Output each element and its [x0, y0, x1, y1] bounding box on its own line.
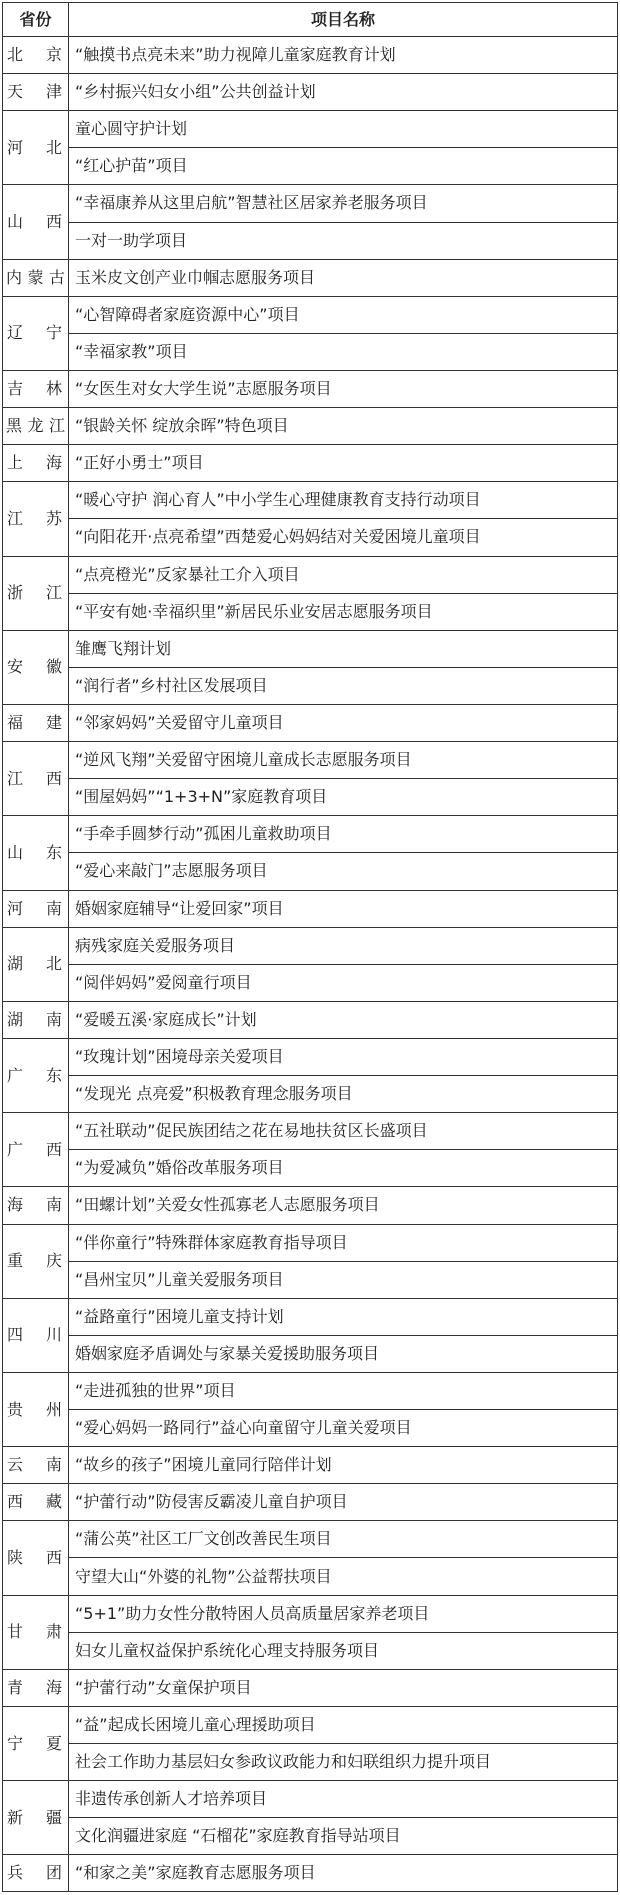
project-name-cell: “幸福康养从这里启航”智慧社区居家养老服务项目: [69, 185, 618, 222]
table-row: [3, 74, 618, 111]
province-cell: 四 川: [3, 1298, 69, 1372]
project-name-cell: “邻家妈妈”关爱留守儿童项目: [69, 704, 618, 741]
project-name-cell: “故乡的孩子”困境儿童同行陪伴计划: [69, 1447, 618, 1484]
province-cell: 兵 团: [3, 1855, 69, 1892]
province-column-header: 省份: [3, 3, 69, 37]
table-row: [3, 890, 618, 927]
table-row: [3, 1632, 618, 1669]
project-name-cell: “银龄关怀 绽放余晖”特色项目: [69, 408, 618, 445]
project-name-cell: 童心圆守护计划: [69, 111, 618, 148]
table-row: [3, 964, 618, 1001]
project-name-cell: “走进孤独的世界”项目: [69, 1372, 618, 1409]
table-body: [3, 37, 618, 1892]
province-cell: 浙 江: [3, 556, 69, 630]
table-header-row: [3, 3, 618, 37]
project-name-cell: 病残家庭关爱服务项目: [69, 927, 618, 964]
project-name-cell: “女医生对女大学生说”志愿服务项目: [69, 370, 618, 407]
table-row: [3, 1818, 618, 1855]
province-cell: 江 西: [3, 742, 69, 816]
table-row: [3, 1781, 618, 1818]
province-cell: 陕 西: [3, 1521, 69, 1595]
table-row: [3, 259, 618, 296]
project-name-cell: 非遗传承创新人才培养项目: [69, 1781, 618, 1818]
table-row: [3, 1298, 618, 1335]
project-name-cell: “手牵手圆梦行动”孤困儿童救助项目: [69, 816, 618, 853]
project-name-cell: “田螺计划”关爱女性孤寡老人志愿服务项目: [69, 1187, 618, 1224]
table-row: [3, 1744, 618, 1781]
table-row: [3, 1595, 618, 1632]
table-row: [3, 519, 618, 556]
table-row: [3, 1447, 618, 1484]
province-cell: 福 建: [3, 704, 69, 741]
province-cell: 青 海: [3, 1669, 69, 1706]
table-row: [3, 1261, 618, 1298]
project-name-cell: “为爱减负”婚俗改革服务项目: [69, 1150, 618, 1187]
province-cell: 河 北: [3, 111, 69, 185]
table-row: [3, 1038, 618, 1075]
project-name-cell: “益”起成长困境儿童心理援助项目: [69, 1706, 618, 1743]
table-row: [3, 370, 618, 407]
project-name-cell: “爱心来敲门”志愿服务项目: [69, 853, 618, 890]
project-name-cell: “爱暖五溪·家庭成长”计划: [69, 1001, 618, 1038]
province-cell: 西 藏: [3, 1484, 69, 1521]
table-row: [3, 556, 618, 593]
province-cell: 湖 南: [3, 1001, 69, 1038]
project-name-cell: 妇女儿童权益保护系统化心理支持服务项目: [69, 1632, 618, 1669]
project-name-cell: “围屋妈妈”“1+3+N”家庭教育项目: [69, 779, 618, 816]
project-name-cell: 婚姻家庭辅导“让爱回家”项目: [69, 890, 618, 927]
table-row: [3, 667, 618, 704]
table-row: [3, 1150, 618, 1187]
project-name-cell: “红心护苗”项目: [69, 148, 618, 185]
table-row: [3, 37, 618, 74]
table-row: [3, 1001, 618, 1038]
table-row: [3, 1558, 618, 1595]
province-cell: 上 海: [3, 445, 69, 482]
table-row: [3, 816, 618, 853]
province-cell: 内 蒙 古: [3, 259, 69, 296]
province-cell: 天 津: [3, 74, 69, 111]
project-name-cell: “玫瑰计划”困境母亲关爱项目: [69, 1038, 618, 1075]
table-row: [3, 1224, 618, 1261]
province-cell: 海 南: [3, 1187, 69, 1224]
table-row: [3, 630, 618, 667]
table-row: [3, 742, 618, 779]
project-name-cell: “点亮橙光”反家暴社工介入项目: [69, 556, 618, 593]
province-cell: 湖 北: [3, 927, 69, 1001]
province-cell: 河 南: [3, 890, 69, 927]
project-name-cell: “触摸书点亮未来”助力视障儿童家庭教育计划: [69, 37, 618, 74]
project-name-cell: “护蕾行动”女童保护项目: [69, 1669, 618, 1706]
project-name-cell: 社会工作助力基层妇女参政议政能力和妇联组织力提升项目: [69, 1744, 618, 1781]
table-row: [3, 1187, 618, 1224]
project-name-cell: 一对一助学项目: [69, 222, 618, 259]
table-row: [3, 704, 618, 741]
project-name-cell: “发现光 点亮爱”积极教育理念服务项目: [69, 1076, 618, 1113]
table-row: [3, 1335, 618, 1372]
project-name-cell: “爱心妈妈一路同行”益心向童留守儿童关爱项目: [69, 1410, 618, 1447]
table-row: [3, 1855, 618, 1892]
table-row: [3, 1410, 618, 1447]
project-name-cell: 玉米皮文创产业巾帼志愿服务项目: [69, 259, 618, 296]
province-cell: 黑 龙 江: [3, 408, 69, 445]
province-cell: 辽 宁: [3, 296, 69, 370]
project-name-cell: “昌州宝贝”儿童关爱服务项目: [69, 1261, 618, 1298]
project-name-cell: “乡村振兴妇女小组”公共创益计划: [69, 74, 618, 111]
table-row: [3, 185, 618, 222]
table-row: [3, 333, 618, 370]
table-row: [3, 853, 618, 890]
table-row: [3, 482, 618, 519]
project-name-cell: “向阳花开·点亮希望”西楚爱心妈妈结对关爱困境儿童项目: [69, 519, 618, 556]
table-row: [3, 408, 618, 445]
project-name-cell: “和家之美”家庭教育志愿服务项目: [69, 1855, 618, 1892]
table-row: [3, 222, 618, 259]
table-row: [3, 111, 618, 148]
table-row: [3, 296, 618, 333]
table-row: [3, 779, 618, 816]
project-name-cell: “益路童行”困境儿童支持计划: [69, 1298, 618, 1335]
table-row: [3, 445, 618, 482]
project-name-cell: “幸福家教”项目: [69, 333, 618, 370]
project-name-cell: “五社联动”促民族团结之花在易地扶贫区长盛项目: [69, 1113, 618, 1150]
project-table: [2, 2, 618, 1892]
province-cell: 广 西: [3, 1113, 69, 1187]
table-row: [3, 1076, 618, 1113]
province-cell: 重 庆: [3, 1224, 69, 1298]
province-cell: 山 西: [3, 185, 69, 259]
table-row: [3, 148, 618, 185]
table-row: [3, 593, 618, 630]
project-name-cell: “暖心守护 润心育人”中小学生心理健康教育支持行动项目: [69, 482, 618, 519]
table-row: [3, 1706, 618, 1743]
province-cell: 新 疆: [3, 1781, 69, 1855]
province-cell: 吉 林: [3, 370, 69, 407]
province-cell: 甘 肃: [3, 1595, 69, 1669]
project-name-cell: 守望大山“外婆的礼物”公益帮扶项目: [69, 1558, 618, 1595]
project-name-cell: “伴你童行”特殊群体家庭教育指导项目: [69, 1224, 618, 1261]
project-name-cell: “护蕾行动”防侵害反霸凌儿童自护项目: [69, 1484, 618, 1521]
project-name-cell: “蒲公英”社区工厂文创改善民生项目: [69, 1521, 618, 1558]
table-row: [3, 1484, 618, 1521]
project-name-cell: 雏鹰飞翔计划: [69, 630, 618, 667]
project-name-cell: “逆风飞翔”关爱留守困境儿童成长志愿服务项目: [69, 742, 618, 779]
project-name-cell: “5+1”助力女性分散特困人员高质量居家养老项目: [69, 1595, 618, 1632]
project-name-cell: 文化润疆进家庭 “石榴花”家庭教育指导站项目: [69, 1818, 618, 1855]
project-name-cell: 婚姻家庭矛盾调处与家暴关爱援助服务项目: [69, 1335, 618, 1372]
project-name-cell: “阅伴妈妈”爱阅童行项目: [69, 964, 618, 1001]
province-cell: 江 苏: [3, 482, 69, 556]
province-cell: 贵 州: [3, 1372, 69, 1446]
table-row: [3, 1521, 618, 1558]
province-cell: 安 徽: [3, 630, 69, 704]
province-cell: 北 京: [3, 37, 69, 74]
province-cell: 宁 夏: [3, 1706, 69, 1780]
province-cell: 广 东: [3, 1038, 69, 1112]
table-row: [3, 1113, 618, 1150]
project-name-cell: “正好小勇士”项目: [69, 445, 618, 482]
table-row: [3, 1669, 618, 1706]
project-name-cell: “心智障碍者家庭资源中心”项目: [69, 296, 618, 333]
province-cell: 山 东: [3, 816, 69, 890]
project-name-column-header: 项目名称: [69, 3, 618, 37]
province-cell: 云 南: [3, 1447, 69, 1484]
project-name-cell: “平安有她·幸福织里”新居民乐业安居志愿服务项目: [69, 593, 618, 630]
project-name-cell: “润行者”乡村社区发展项目: [69, 667, 618, 704]
table-row: [3, 927, 618, 964]
table-row: [3, 1372, 618, 1409]
